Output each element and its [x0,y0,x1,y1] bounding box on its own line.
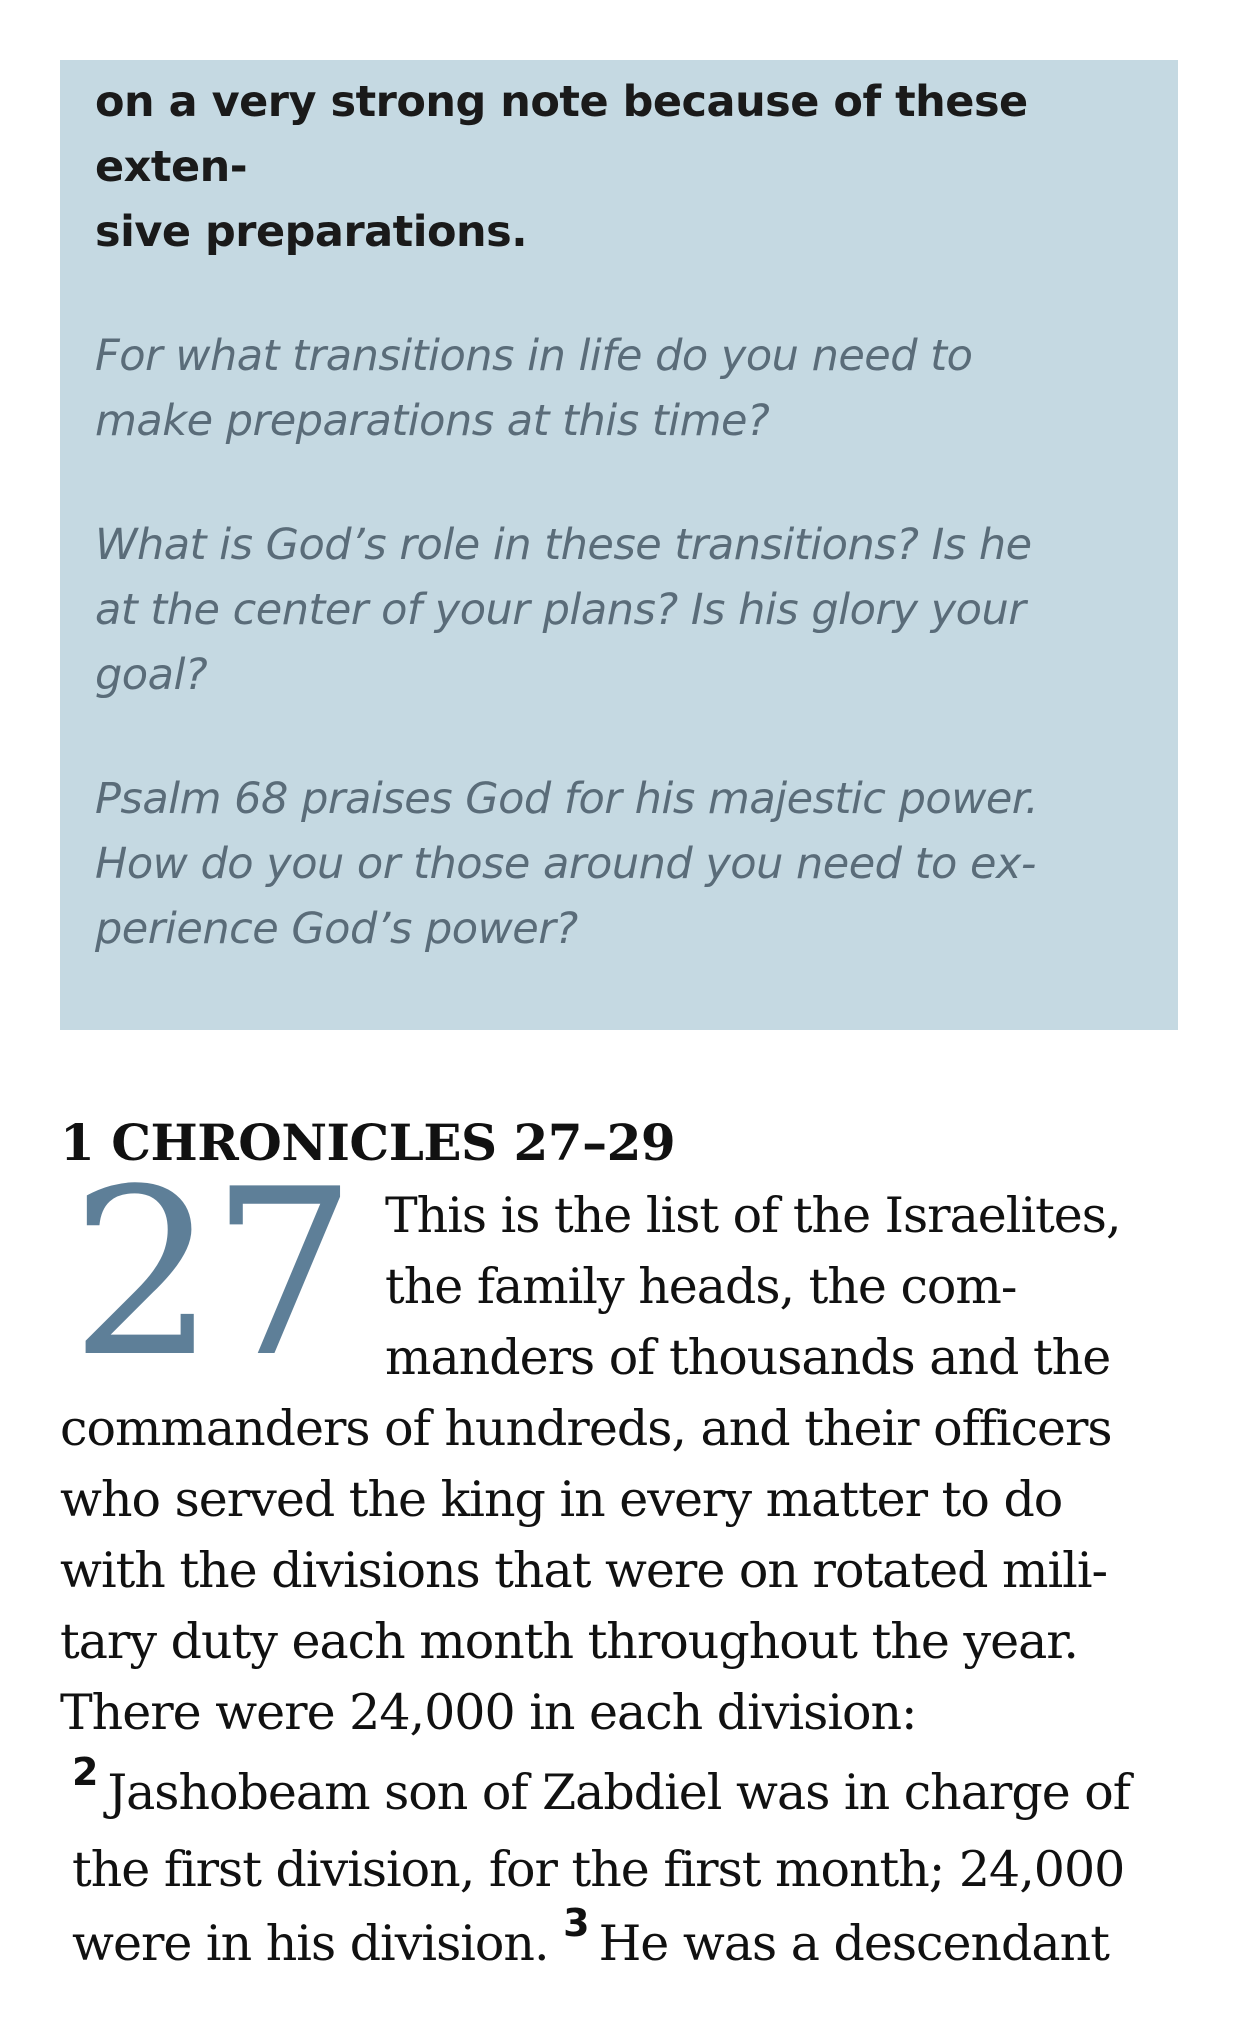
callout-lead-text: on a very strong note because of these exten- sive preparations. [95,77,1028,257]
reflection-callout [60,60,1178,1030]
verse-2-text: Jashobeam son of Zabdiel was in charge of the first division, for the first month; 24,000 were in his division. [72,1764,1130,1972]
reflection-question-3: Psalm 68 praises God for his majestic power. How do you or those around you need to ex- perience God’s power? [95,774,1039,954]
paragraph-1-rest: commanders of hundreds, and their officers who served the king in every matter to do with the divisions that were on rotated mili- tary duty each month throughout the year. There were 24,000 in each division: [60,1400,1112,1741]
verse-number-2: 2 [72,1750,98,1794]
reading-heading: 1 CHRONICLES 27–29 [60,1113,676,1172]
reflection-question-1: For what transitions in life do you need to make preparations at this time? [95,331,973,446]
chapter-drop-number: 27 [70,1141,351,1408]
reflection-question-2: What is God’s role in these transitions? Is he at the center of your plans? Is his glory your goal? [95,520,1032,700]
verse-number-3: 3 [563,1901,589,1945]
verse-3-text: He was a descendant [598,1915,1109,1972]
paragraph-2 [72,1750,1212,1984]
paragraph-1-top: This is the list of the Israelites, the family heads, the com- manders of thousands and the [385,1187,1121,1386]
